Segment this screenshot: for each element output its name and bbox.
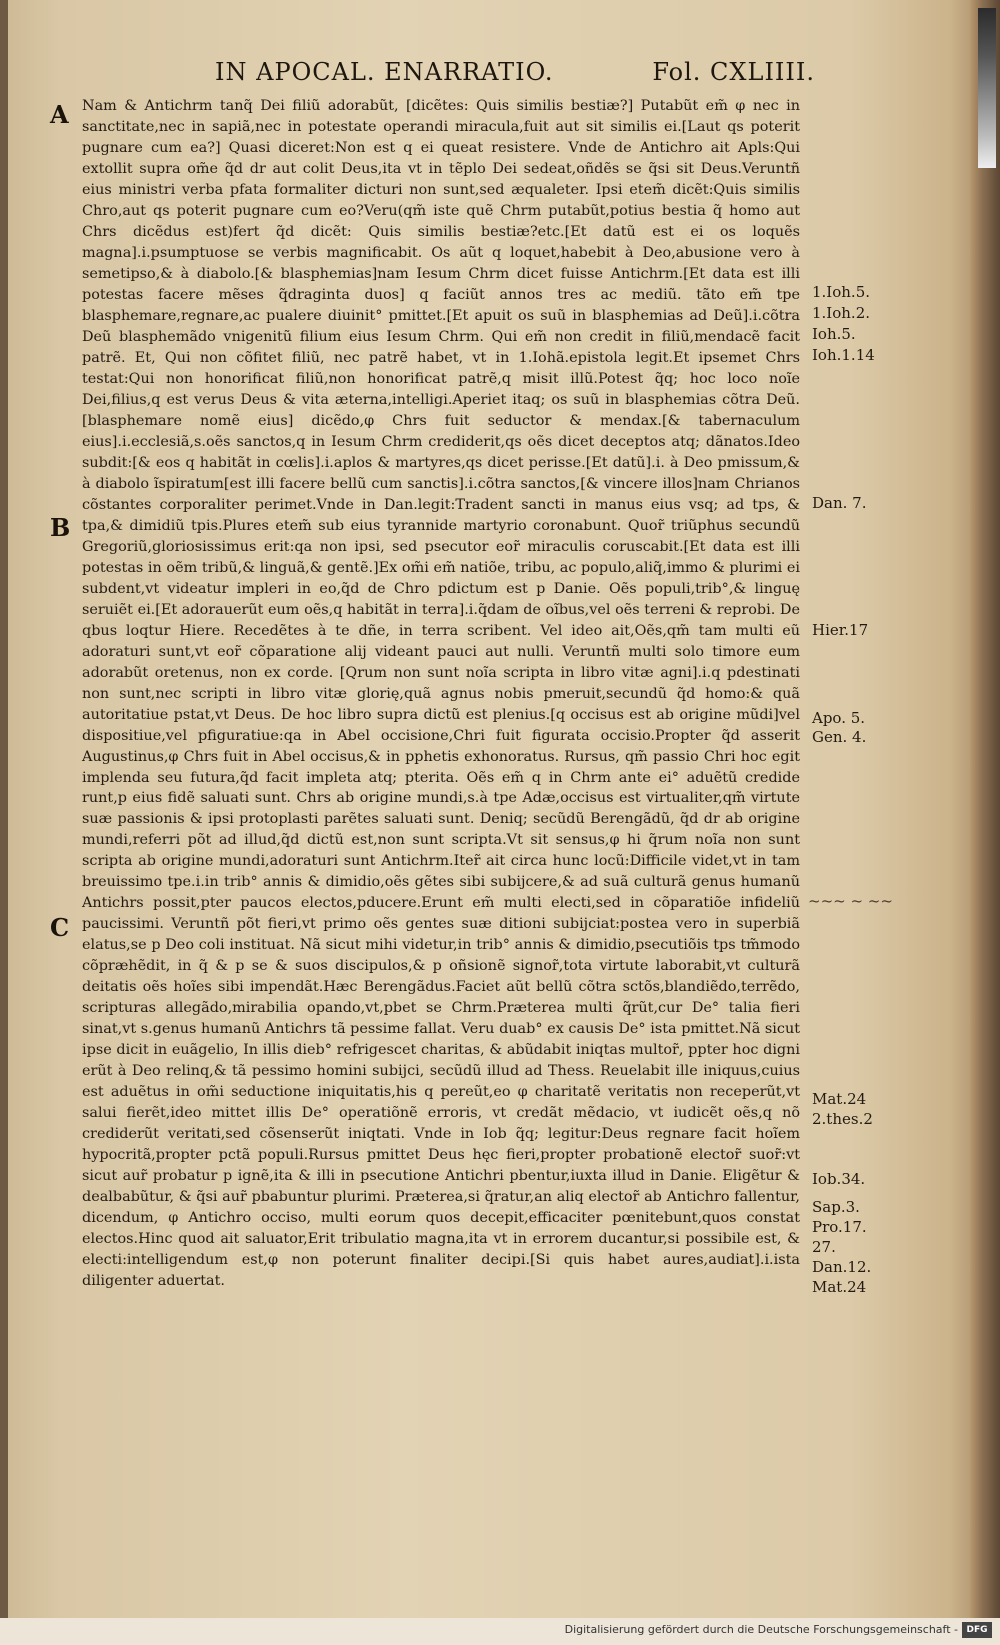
margin-note: Mat.24	[812, 1090, 867, 1108]
section-marker-c: C	[50, 913, 70, 942]
digitization-footer	[0, 1618, 1000, 1645]
margin-note: Ioh.5.	[812, 325, 856, 343]
body-paragraph: Nam & Antichrm tanq̃ Dei filiũ adorabũt, [dicẽtes: Quis similis bestiæ?] Putabũt em̃ φ nec in sanctitate,nec in sapiã,nec in potestate operandi miracula,fuit aut sit similis ei.[Laut qs poterit pugnare cum ea?] Quasi diceret:Non est q ei queat resistere. Vnde de Antichro ait Apls:Qui extollit supra om̃e q̃d dr aut colit Deus,ita vt in tẽplo Dei sedeat,oñdẽs se q̃si sit Deus.Veruntñ eius ministri verba pfata formaliter dicturi non sunt,sed æqualeter. Ipsi etem̃ dicẽt:Quis similis Chro,aut qs poterit pugnare cum eo?Veru(qm̃ iste quẽ Chrm putabũt,potius bestia q̃ homo aut Chrs dicẽdus est)fert q̃d dicẽt: Quis similis bestiæ?etc.[Et datũ est ei os loquẽs magna].i.psumptuose se verbis magnificabit. Os aũt q loquet,habebit à Deo,abusione vero à semetipso,& à diabolo.[& blasphemias]nam Iesum Chrm dicet fuisse Antichrm.[Et data est illi potestas facere mẽses q̃draginta duos] q faciũt annos tres ac mediũ. tãto em̃ tpe blasphemare,regnare,ac pualere diuinit° pmittet.[Et apuit os suũ in blasphemias ad Deũ].i.cõtra Deũ blasphemãdo vnigenitũ filium eius Iesum Chrm. Qui em̃ non credit in filiũ,mendacẽ facit patrẽ. Et, Qui non cõfitet filiũ, nec patrẽ habet, vt in 1.Iohã.epistola legit.Et ipsemet Chrs testat:Qui non honorificat filiũ,non honorificat patrẽ,q misit illũ.Potest q̃q; hoc loco noĩe Dei,filius,q est verus Deus & vita æterna,intelligi.Aperiet itaq; os suũ in blasphemias cõtra Deũ.[blasphemare nomẽ eius] dicẽdo,φ Chrs fuit seductor & mendax.[& tabernaculum eius].i.ecclesiã,s.oẽs sanctos,q in Iesum Chrm crediderit,qs oẽs dicet deceptos atq; dãnatos.Ideo subdit:[& eos q habitãt in cœlis].i.aplos & martyres,qs dicet perisse.[Et datũ].i. à Deo pmissum,& à diabolo ĩspiratum[est illi facere bellũ cum sanctis].i.cõtra sanctos,[& vincere illos]nam Chrianos cõstantes corporaliter perimet.Vnde in Dan.legit:Tradent sancti in manus eius vsq; ad tps, & tpa,& dimidiũ tpis.Plures etem̃ sub eius tyrannide martyrio coronabunt. Quor̃ triũphus secundũ Gregoriũ,gloriosissimus erit:qa non ipsi, sed psecutor eor̃ miraculis coruscabit.[Et data est illi potestas in oẽm tribũ,& linguã,& gentẽ.]Ex om̃i em̃ natiõe, tribu, ac populo,aliq̃,immo & plurimi ei subdent,vt videatur impleri in eo,q̃d de Chro pdictum est p Danie. Oẽs populi,trib°,& linguę seruiẽt ei.[Et adorauerũt eum oẽs,q habitãt in terra].i.q̃dam de oĩbus,vel oẽs terreni & reprobi. De qbus loqtur Hiere. Recedẽtes à te dñe, in terra scribent. Vel ideo ait,Oẽs,qm̃ tam multi eũ adoraturi sunt,vt eor̃ cõparatione alij videant pauci aut nulli. Veruntñ multi solo timore eum adorabũt oretenus, non ex corde. [Qrum non sunt noĩa scripta in libro vitæ agni].i.q pdestinati non sunt,nec scripti in libro vitæ glorię,quã agnus nobis pmeruit,secundũ q̃d homo:& quã autoritatiue pstat,vt Deus. De hoc libro supra dictũ est plenius.[q occisus est ab origine mũdi]vel dispositiue,vel pfiguratiue:qa in Abel occisione,Chri fuit figurata occisio.Propter q̃d asserit Augustinus,φ Chrs fuit in Abel occisus,& in pphetis exhonoratus. Rursus, qm̃ passio Chri hoc egit implenda seu futura,q̃d facit impleta atq; pterita. Oẽs em̃ q in Chrm ante ei° aduẽtũ credide runt,p eius fidẽ saluati sunt. Chrs ab origine mundi,s.à tpe Adæ,occisus est virtualiter,qm̃ virtute suæ passionis & ipsi protoplasti parẽtes saluati sunt. Deniq; secũdũ Berengãdũ, q̃d dr ab origine mundi,referri põt ad illud,q̃d dictũ est,non sunt scripta.Vt sit sensus,φ hi q̃rum noĩa non sunt scripta ab origine mundi,adoraturi sunt Antichrm.Iter̃ ait circa hunc locũ:Difficile videt,vt in tam breuissimo tpe.i.in trib° annis & dimidio,oẽs gẽtes sibi subijcere,& ad suã culturã genus humanũ Antichrs possit,pter paucos electos,pducere.Erunt em̃ multi electi,sed in cõparatiõe infideliũ paucissimi. Veruntñ põt fieri,vt primo oẽs gentes suæ ditioni subijciat:postea vero in superbiã elatus,se p Deo coli instituat. Nã sicut mihi videtur,in trib° annis & dimidio,psecutiõis tps tm̃modo cõpræhẽdit, in q̃ & p se & suos discipulos,& p oñsionẽ signor̃,tota virtute laborabit,vt culturã deitatis oẽs hoĩes sibi impendãt.Hæc Berengãdus.Faciet aũt bellũ cõtra sctõs,blandiẽdo,terrẽdo, scripturas allegãdo,mirabilia opando,vt,pbet se Chrm.Præterea multi q̃rũt,cur De° talia fieri sinat,vt s.genus humanũ Antichrs tã pessime fallat. Veru duab° ex causis De° ista pmittet.Nã sicut ipse dicit in euãgelio, In illis dieb° refrigescet charitas, & abũdabit iniqtas multor̃, ppter hoc digni erũt à Deo relinq,& tã pessimo homini subijci, secũdũ illud ad Thess. Reuelabit ille iniquus,cuius est aduẽtus in om̃i seductione iniquitatis,his q pereũt,eo φ charitatẽ veritatis non receperũt,vt salui fierẽt,ideo mittet illis De° operatiõnẽ erroris, vt credãt mẽdacio, vt iudicẽt oẽs,q nõ crediderũt veritati,sed cõsenserũt iniqtati. Vnde in Iob q̃q; legitur:Deus regnare facit hoĩem hypocritã,propter pctã populi.Rursus pmittet Deus hęc fieri,propter probationẽ elector̃ suor̃:vt sicut aur̃ probatur p ignẽ,ita & illi in psecutione Antichri pbentur,iuxta illud in Danie. Eligẽtur & dealbabũtur, & q̃si aur̃ pbabuntur plurimi. Præterea,si q̃ratur,an aliq elector̃ ab Antichro fallentur, dicendum, φ Antichro occiso, multi eorum quos decepit,efficaciter pœnitebunt,quos constat electos.Hinc quod ait saluator,Erit tribulatio magna,ita vt in errorem ducantur,si possibile est, & electi:intelligendum est,φ non poterunt finaliter decipi.[Si quis habet aures,audiat].i.ista diligenter aduertat.	[82, 98, 800, 1290]
margin-note: Dan.12.	[812, 1258, 872, 1276]
margin-note: 1.Ioh.5.	[812, 283, 871, 301]
margin-note: Ioh.1.14	[812, 346, 875, 364]
handwritten-annotation: ~~~ ~ ~~	[808, 892, 893, 910]
margin-note: Gen. 4.	[812, 728, 867, 746]
margin-note: 1.Ioh.2.	[812, 304, 871, 322]
margin-note: 27.	[812, 1238, 836, 1256]
running-header	[215, 58, 815, 92]
scan-color-bar	[978, 8, 996, 168]
page-edge	[970, 0, 1000, 1645]
margin-note: Sap.3.	[812, 1198, 860, 1216]
margin-note: Mat.24	[812, 1278, 867, 1296]
section-marker-a: A	[50, 100, 69, 129]
margin-note: Pro.17.	[812, 1218, 867, 1236]
section-marker-b: B	[50, 513, 71, 542]
running-title: IN APOCAL. ENARRATIO.	[215, 58, 554, 86]
dfg-logo-icon: DFG	[962, 1622, 992, 1638]
margin-note: Dan. 7.	[812, 494, 867, 512]
margin-note: 2.thes.2	[812, 1110, 873, 1128]
margin-note: Hier.17	[812, 621, 869, 639]
margin-note: Apo. 5.	[812, 709, 866, 727]
folio-number: Fol. CXLIIII.	[652, 58, 815, 86]
footer-credit: Digitalisierung gefördert durch die Deutsche Forschungsgemeinschaft -	[564, 1623, 958, 1636]
margin-note: Iob.34.	[812, 1170, 866, 1188]
binding-strip	[0, 0, 8, 1645]
body-text	[82, 96, 800, 1328]
